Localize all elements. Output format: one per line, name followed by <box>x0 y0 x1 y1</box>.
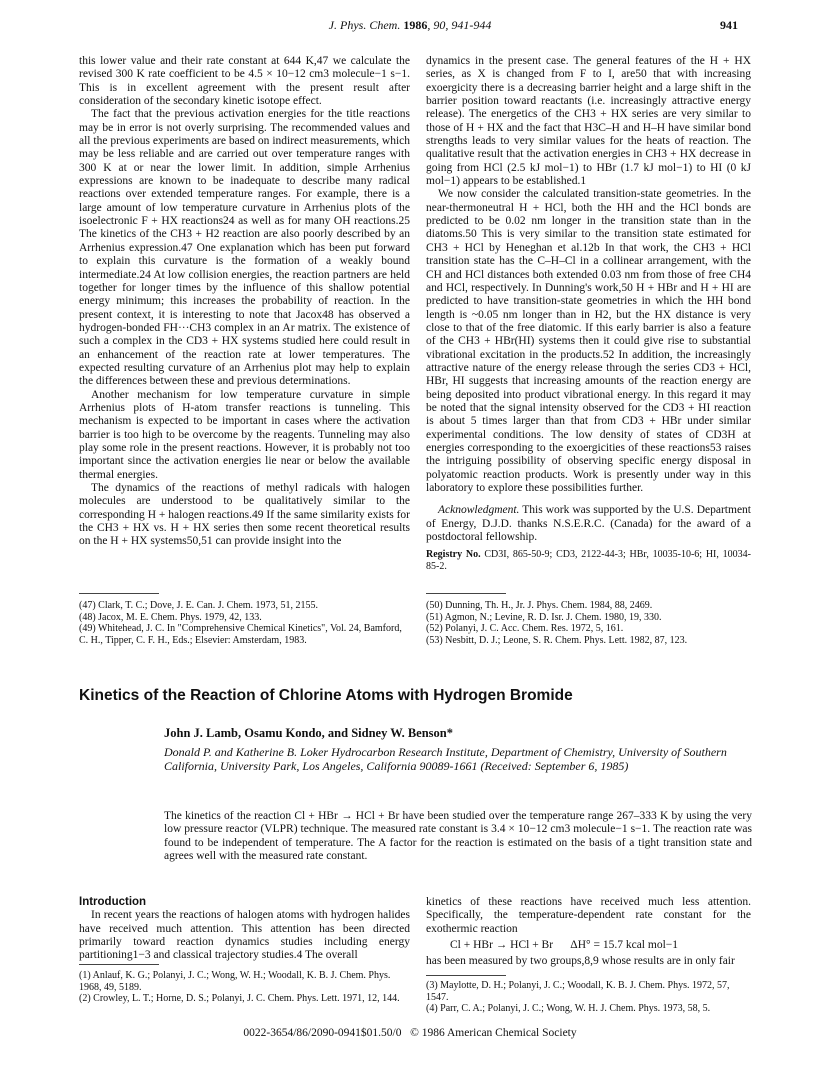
journal-year: 1986 <box>403 18 428 32</box>
registry-text: CD3I, 865-50-9; CD3, 2122-44-3; HBr, 10035-10-6; HI, 10034-85-2. <box>426 549 751 572</box>
registry-numbers <box>426 549 751 572</box>
left-column <box>79 55 410 549</box>
paragraph: The dynamics of the reactions of methyl radicals with halogen molecules are understood to be qualitatively similar to the corresponding H + halogen reactions.49 If the same similarity exists for the CH3 + HX vs. H + HX series then some recent theoretical results on the H + HX systems50,51 can provide insight into the <box>79 482 410 548</box>
footnote-divider <box>426 593 506 594</box>
page-number: 941 <box>720 18 738 32</box>
article-affiliation: Donald P. and Katherine B. Loker Hydrocarbon Research Institute, Department of Chemistry, University of Southern California, University Park, Los Angeles, California 90089-1661 (Received: September 6, 1985) <box>164 745 727 773</box>
equation: Cl + HBr → HCl + Br ΔH° = 15.7 kcal mol−1 <box>450 939 679 952</box>
paragraph: In recent years the reactions of halogen atoms with hydrogen halides have received much attention. This attention has been directed primarily toward reaction dynamics studies including energy partitioning1−3 and classical trajectory studies.4 The overall <box>79 909 410 962</box>
reference: (53) Nesbitt, D. J.; Leone, S. R. Chem. Phys. Lett. 1982, 87, 123. <box>426 634 688 646</box>
introduction-left <box>79 896 410 963</box>
acknowledgment-label: Acknowledgment. <box>438 504 520 517</box>
abstract: The kinetics of the reaction Cl + HBr → HCl + Br have been studied over the temperature range 267–333 K by using the very low pressure reactor (VLPR) technique. The measured rate constant is 3.4 × 10−12 cm3 molecule−1 s−1. The reaction rate was found to be independent of temperature. The A factor for the reaction is estimated on the basis of a tight transition state and agrees well with the measured rate constant. <box>164 810 752 862</box>
references-left <box>79 600 410 646</box>
paragraph: dynamics in the present case. The general features of the H + HX series, as X is changed from F to I, are50 that with increasing exoergicity there is a decreasing barrier height and a large shift in the barrier position toward reactants (i.e. increasingly attractive energy release). The energetics of the CH3 + HX series are very similar to those of H + HX and the fact that H3C–H and H–H have similar bond strengths leads to very similar values for the heats of reaction. The qualitative result that the activation energies in CH3 + HX decrease in going from HCl (2.5 kJ mol−1) to HBr (1.7 kJ mol−1) to HI (0 kJ mol−1) appears to be established.1 <box>426 55 751 188</box>
section-heading: Introduction <box>79 896 147 908</box>
reference: (1) Anlauf, K. G.; Polanyi, J. C.; Wong, W. H.; Woodall, K. B. J. Chem. Phys. 1968, 49, 5189. <box>79 970 391 993</box>
reference: (48) Jacox, M. E. Chem. Phys. 1979, 42, 133. <box>79 611 262 623</box>
intro-references-right <box>426 980 751 1015</box>
reference: (51) Agmon, N.; Levine, R. D. Isr. J. Chem. 1980, 19, 330. <box>426 611 662 623</box>
paragraph: has been measured by two groups,8,9 whose results are in only fair <box>426 955 735 968</box>
reference: (4) Parr, C. A.; Polanyi, J. C.; Wong, W. H. J. Chem. Phys. 1973, 58, 5. <box>426 1003 711 1015</box>
footnote-divider <box>426 975 506 976</box>
reference: (52) Polanyi, J. C. Acc. Chem. Res. 1972, 5, 161. <box>426 623 624 635</box>
article-title: Kinetics of the Reaction of Chlorine Atoms with Hydrogen Bromide <box>79 687 573 704</box>
footnote-divider <box>79 964 159 965</box>
reference: (49) Whitehead, J. C. In "Comprehensive Chemical Kinetics", Vol. 24, Bamford, C. H., Tipper, C. F. H., Eds.; Elsevier: Amsterdam, 1983. <box>79 623 402 646</box>
journal-pages: 941-944 <box>451 18 492 32</box>
paragraph: kinetics of these reactions have received much less attention. Specifically, the temperature-dependent rate constant for the exothermic reaction <box>426 896 751 935</box>
right-column <box>426 55 751 573</box>
acknowledgment <box>426 504 751 544</box>
reference: (47) Clark, T. C.; Dove, J. E. Can. J. Chem. 1973, 51, 2155. <box>79 600 319 611</box>
references-right <box>426 600 751 646</box>
running-header: J. Phys. Chem. 1986, 90, 941-944 941 <box>328 18 738 32</box>
paragraph: The fact that the previous activation energies for the title reactions may be in error is not overly surprising. The recommended values and all the previous experiments are based on indirect measurements, which may be less reliable and are carried out over temperature ranges with 300 K at or near the lower limit. In addition, simple Arrhenius expressions are known to be inadequate to describe many radical reactions over extended temperature ranges. For example, there is a large amount of low temperature curvature in Arrhenius plots of the isoelectronic F + HX reactions24 as well as for many OH reactions.25 The kinetics of the CH3 + H2 reaction are also poorly described by an Arrhenius expression.47 One explanation which has been put forward to explain this curvature is the formation of a weakly bound intermediate.24 At low collision energies, the reaction partners are held together for longer times by the influence of this shallow potential energy minimum; this increases the probability of reaction. In the present context, it is interesting to note that Jacox48 has observed a hydrogen-bonded FH···CH3 complex in an Ar matrix. The existence of such a complex in the CD3 + HX systems studied here could result in an enhancement of the reaction rate at lower temperatures. The expected resulting curvature of an Arrhenius plot may help to explain the differences between these and previous determinations. <box>79 108 410 388</box>
footer-copyright: 0022-3654/86/2090-0941$01.50/0 © 1986 American Chemical Society <box>243 1027 577 1039</box>
reference: (50) Dunning, Th. H., Jr. J. Phys. Chem. 1984, 88, 2469. <box>426 600 653 611</box>
journal-name: J. Phys. Chem. <box>328 18 401 32</box>
paragraph: Another mechanism for low temperature curvature in simple Arrhenius plots of H-atom transfer reactions is tunneling. This mechanism is expected to be important in cases where the activation barrier is too high to be overcome by the reagents. Tunneling may also play some role in the present reactions. However, it is probably not too important since the activation energies lie near or below the available thermal energies. <box>79 388 410 481</box>
registry-label: Registry No. <box>426 549 481 561</box>
reference: (2) Crowley, L. T.; Horne, D. S.; Polanyi, J. C. Chem. Phys. Lett. 1971, 12, 144. <box>79 993 400 1005</box>
intro-references-left <box>79 970 410 1005</box>
journal-volume: 90 <box>433 18 446 32</box>
paragraph: this lower value and their rate constant at 644 K,47 we calculate the revised 300 K rate coefficient to be 4.5 × 10−12 cm3 molecule−1 s−1. This is in excellent agreement with the present result after consideration of the secondary kinetic isotope effect. <box>79 55 410 108</box>
paragraph: We now consider the calculated transition-state geometries. In the near-thermoneutral H + HCl, both the HH and the HCl bonds are predicted to be 0.02 nm longer in the transition state than in the diatoms.50 This is very similar to the transition state estimated for CH3 + HCl by Heneghan et al.12b In that work, the CH3 + HCl transition state has the C–H–Cl in a collinear arrangement, with the CH and HCl distances both extended 0.03 nm from those of free CH4 and HCl, respectively. In Dunning's work,50 H + HBr and H + HI are predicted to have transition-state geometries in which the HH bond length is ~0.05 nm longer than in H2, but the HX distance is very close to that of the free diatomic. If this early barrier is also a feature of the CH3 + HBr(HI) systems then it could give rise to substantial vibrational excitation in the products.52 In addition, the increasingly attractive nature of the energy release through the series CD3 + HCl, HBr, HI suggests that increasing amounts of the reaction energy are being deposited into product vibrational energy. In this regard it may be noted that the signal intensity observed for the CD3 + HI reaction is about 5 times larger than that from CD3 + HBr under similar experimental conditions. The low density of states of CD3H at energies corresponding to the exoergicities of these reactions53 raises the intriguing possibility of observing specific energy disposal in polyatomic reaction products. Work is presently under way in this laboratory to explore these possibilities further. <box>426 188 751 494</box>
introduction-right <box>426 896 751 969</box>
acknowledgment-text: This work was supported by the U.S. Department of Energy, D.J.D. thanks N.S.E.R.C. (Canada) for the award of a postdoctoral fellowship. <box>426 504 751 544</box>
article-authors: John J. Lamb, Osamu Kondo, and Sidney W. Benson* <box>164 726 453 740</box>
footnote-divider <box>79 593 159 594</box>
reference: (3) Maylotte, D. H.; Polanyi, J. C.; Woodall, K. B. J. Chem. Phys. 1972, 57, 1547. <box>426 980 730 1003</box>
